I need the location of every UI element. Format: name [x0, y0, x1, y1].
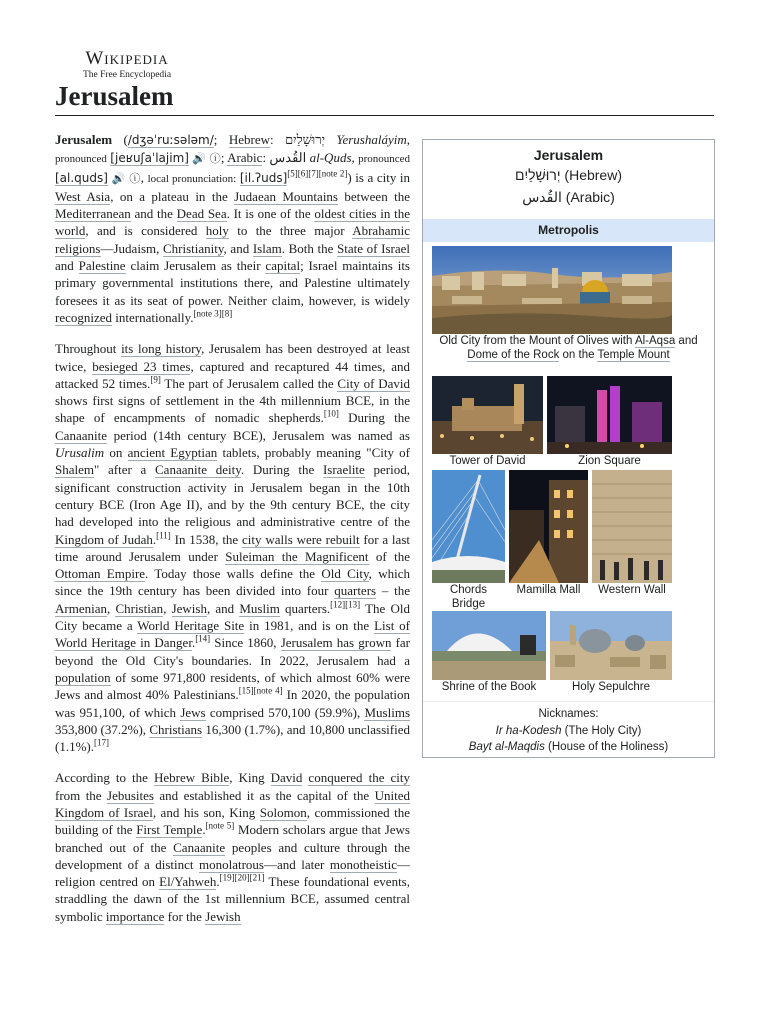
nickname-1: Ir ha-Kodesh (The Holy City)	[495, 724, 642, 737]
infobox-category: Metropolis	[423, 219, 714, 242]
caption-mamilla-mall: Mamilla Mall	[516, 584, 581, 596]
photo-shrine-of-the-book[interactable]	[432, 611, 546, 680]
caption-shrine-of-the-book: Shrine of the Book	[441, 681, 537, 693]
paragraph-1: Jerusalem (/dʒəˈruːsələm/; Hebrew: יְרוּשָׁלַיִם Yerushaláyim, pronounced [jeʁuʃaˈlajim] 🔊 ⓘ; Arabic: القُدس al-Quds, pronounced [al.quds] 🔊 ⓘ, local pronunciation: [il.ʔuds][5][6][7][note 2]) is a city in West Asia, on a plateau in the Judaean Mountains between the Mediterranean and the Dead Sea. It is one of the oldest cities in the world, and is considered holy to the three major Abrahamic religions—Judaism, Christianity, and Islam. Both the State of Israel and Palestine claim Jerusalem as their capital; Israel maintains its primary governmental institutions there, and Palestine ultimately foresees it as its seat of power. Neither claim, however, is widely recognized internationally.[note 3][8]	[55, 132, 411, 325]
nicknames-label: Nicknames:	[538, 708, 599, 720]
infobox	[422, 139, 715, 758]
link-al-aqsa[interactable]: Al-Aqsa	[634, 335, 676, 347]
link-dome-of-the-rock[interactable]: Dome of the Rock	[467, 349, 560, 361]
caption-western-wall: Western Wall	[598, 584, 666, 596]
paragraph-2: Throughout its long history, Jerusalem has been destroyed at least twice, besieged 23 times, captured and recaptured 44 times, and attacked 52 times.[9] The part of Jerusalem called the City of David shows first signs of settlement in the 4th millennium BCE, in the shape of encampments of nomadic shepherds.[10] During the Canaanite period (14th century BCE), Jerusalem was named as Urusalim on ancient Egyptian tablets, probably meaning "City of Shalem" after a Canaanite deity. During the Israelite period, significant construction activity in Jerusalem began in the 10th century BCE (Iron Age II), and by the 9th century BCE, the city had developed into the religious and administrative centre of the Kingdom of Judah.[11] In 1538, the city walls were rebuilt for a last time around Jerusalem under Suleiman the Magnificent of the Ottoman Empire. Today those walls define the Old City, which since the 19th century has been divided into four quarters – the Armenian, Christian, Jewish, and Muslim quarters.[12][13] The Old City became a World Heritage Site in 1981, and is on the List of World Heritage in Danger.[14] Since 1860, Jerusalem has grown far beyond the Old City's boundaries. In 2022, Jerusalem had a population of some 971,800 residents, of which almost 60% were Jews and almost 40% Palestinians.[15][note 4] In 2020, the population was 951,100, of which Jews comprised 570,100 (59.9%), Muslims 353,800 (37.2%), Christians 16,300 (1.7%), and 10,800 unclassified (1.1%).[17]	[55, 341, 411, 755]
paragraph-3: According to the Hebrew Bible, King David conquered the city from the Jebusites and established it as the capital of the United Kingdom of Israel, and his son, King Solomon, commissioned the building of the First Temple.[note 5] Modern scholars argue that Jews branched out of the Canaanite peoples and culture through the development of a distinct monolatrous—and later monotheistic—religion centred on El/Yahweh.[19][20][21] These foundational events, straddling the dawn of the 1st millennium BCE, assumed central symbolic importance for the Jewish	[55, 770, 411, 924]
photo-old-city[interactable]	[432, 246, 672, 334]
caption-tower-of-david: Tower of David	[449, 455, 526, 467]
caption-old-city: Old City from the Mount of Olives with Al-Aqsa and Dome of the Rock on the Temple Mount	[439, 335, 698, 361]
caption-zion-square: Zion Square	[578, 455, 641, 467]
infobox-arabic-name: القُدس (Arabic)	[522, 189, 615, 205]
link-temple-mount[interactable]: Temple Mount	[597, 349, 670, 361]
infobox-divider	[423, 701, 714, 702]
wikipedia-logo[interactable]	[72, 50, 182, 81]
photo-tower-of-david[interactable]	[432, 376, 543, 454]
caption-holy-sepulchre: Holy Sepulchre	[572, 681, 650, 693]
photo-holy-sepulchre[interactable]	[550, 611, 672, 680]
article-body	[55, 131, 410, 939]
photo-zion-square[interactable]	[547, 376, 672, 454]
logo-wordmark: Wikipedia	[85, 48, 169, 69]
photo-chords-bridge[interactable]	[432, 470, 505, 583]
infobox-hebrew-name: יְרוּשָׁלַיִם (Hebrew)	[515, 167, 622, 183]
nicknames	[423, 706, 714, 756]
page-title: Jerusalem	[55, 81, 174, 111]
photo-western-wall[interactable]	[592, 470, 672, 583]
nickname-2: Bayt al-Maqdis (House of the Holiness)	[468, 741, 669, 753]
logo-tagline: The Free Encyclopedia	[82, 70, 172, 80]
infobox-title: Jerusalem	[533, 147, 604, 163]
photo-mamilla-mall[interactable]	[509, 470, 588, 583]
title-divider	[55, 115, 714, 116]
caption-chords-bridge: Chords Bridge	[449, 584, 488, 610]
